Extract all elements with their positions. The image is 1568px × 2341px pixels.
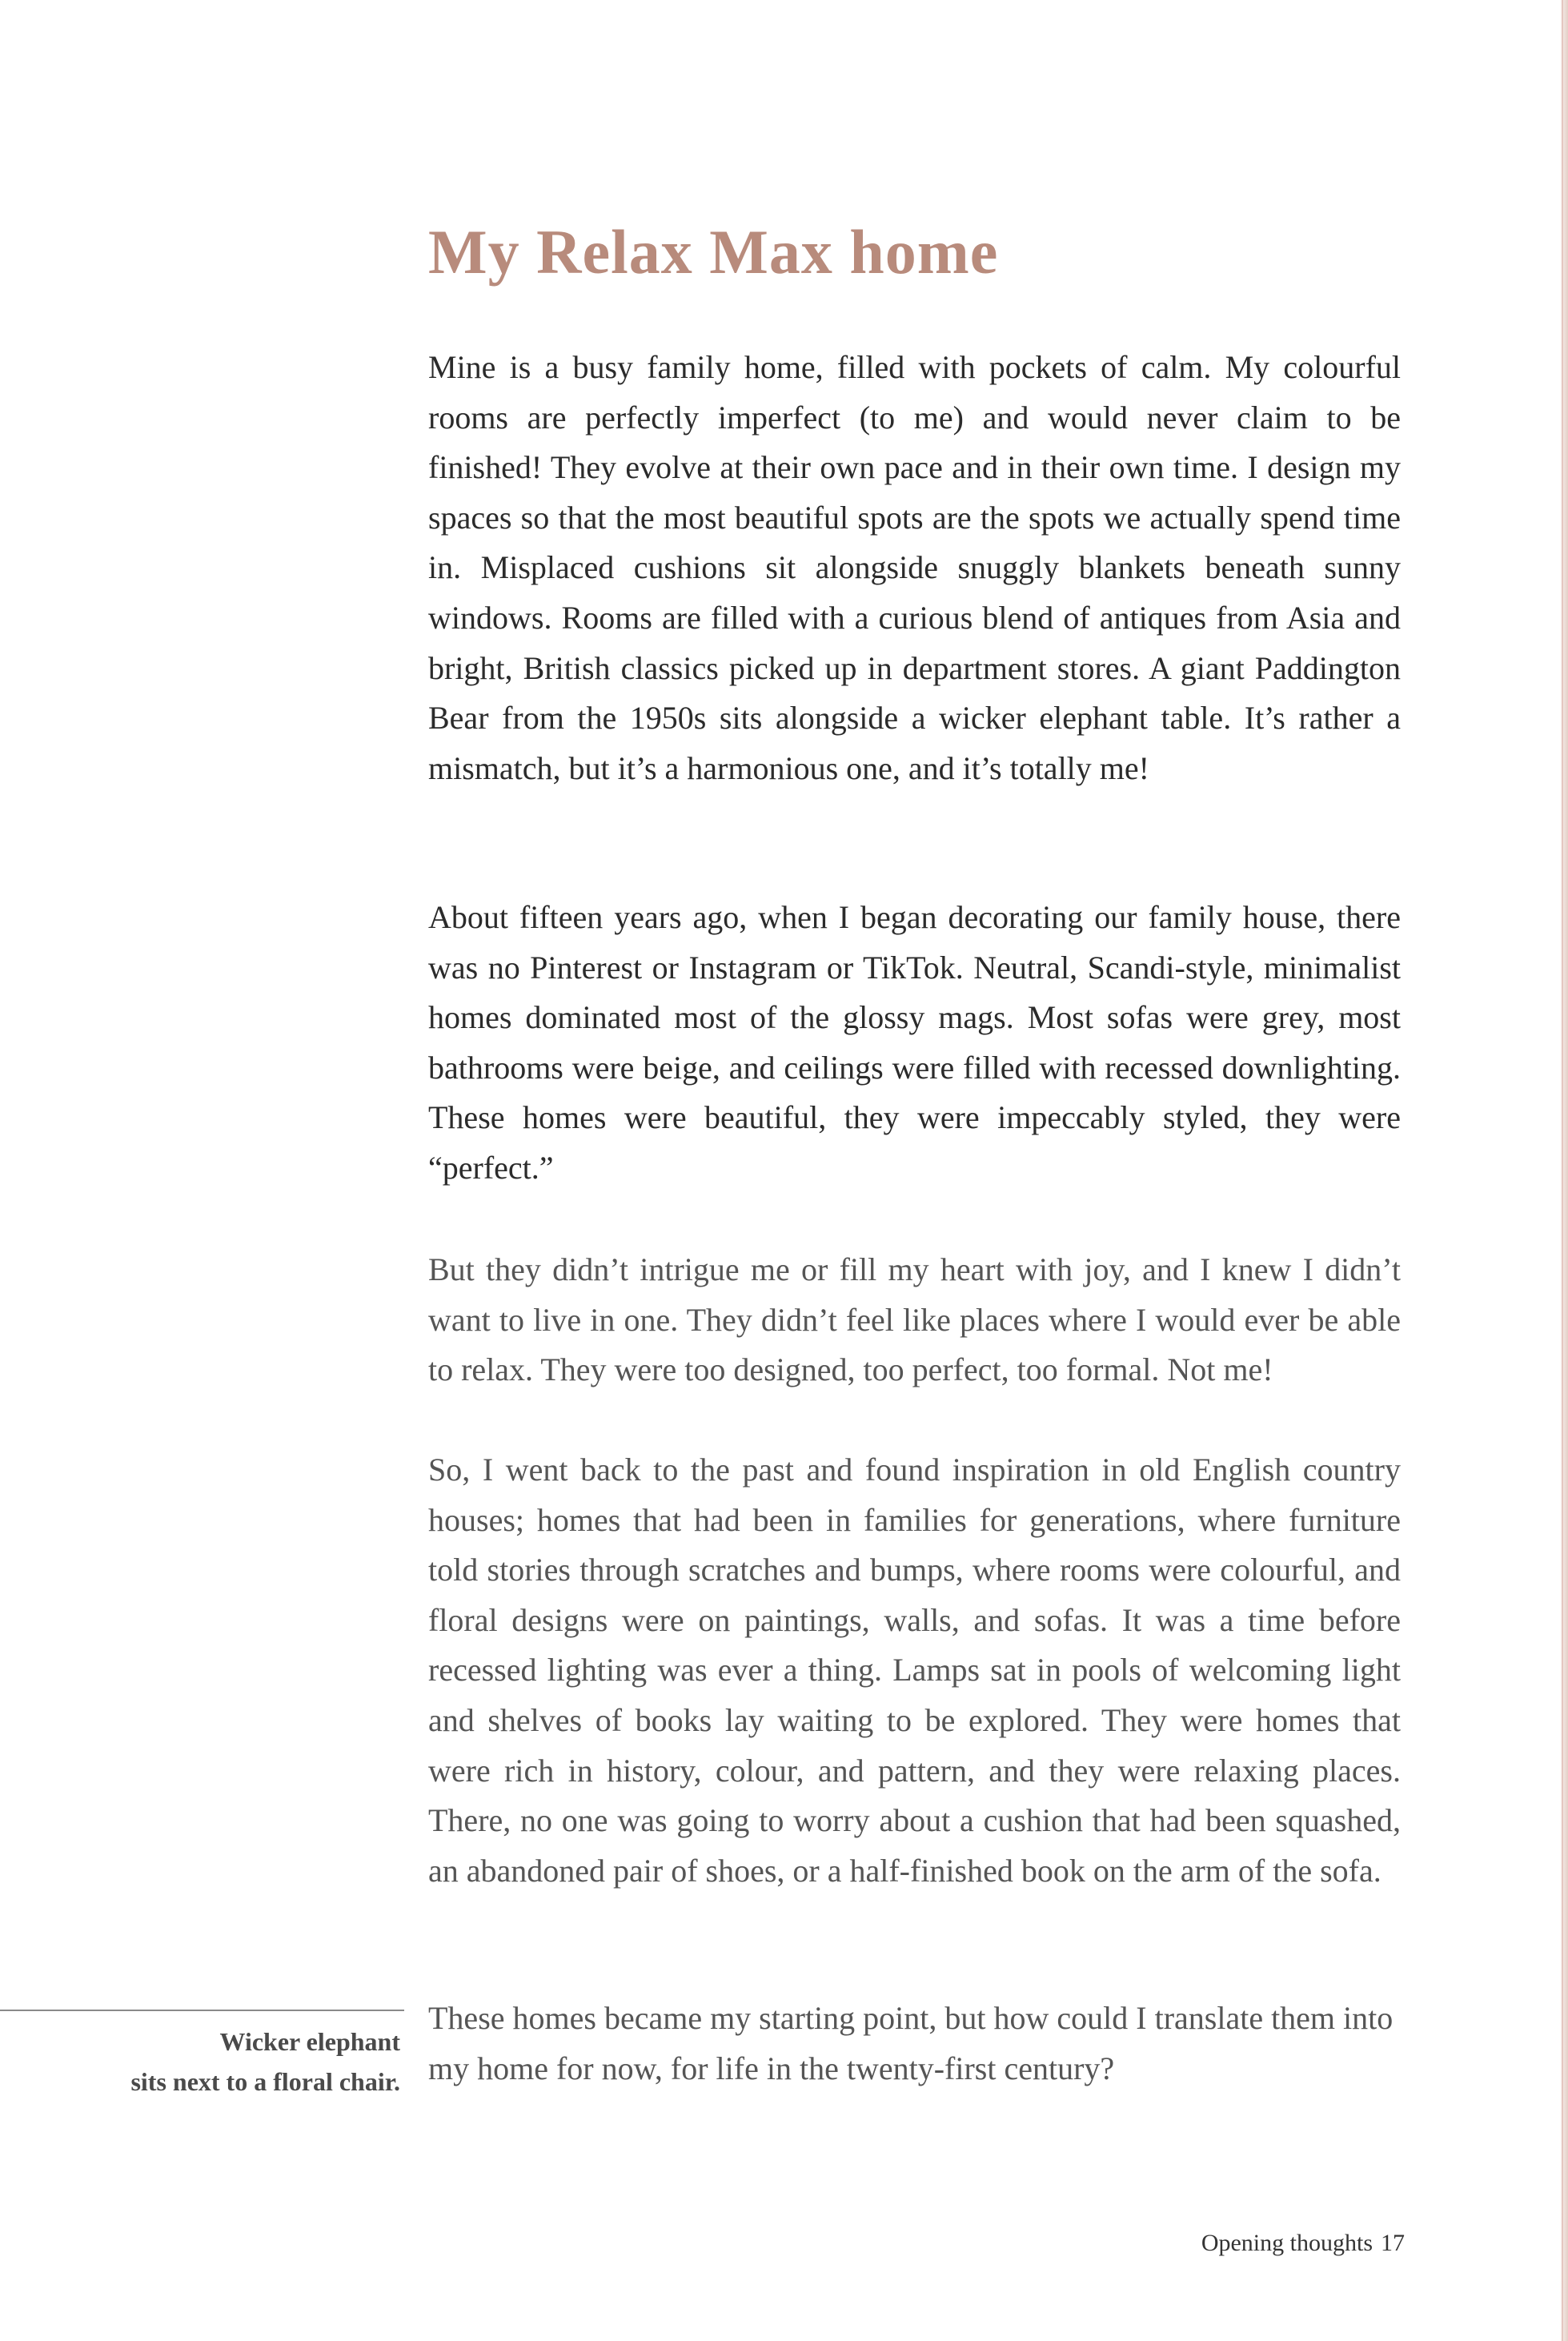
footer-section-title: Opening thoughts — [1201, 2230, 1373, 2256]
paragraph-3: But they didn’t intrigue me or fill my heart with joy, and I knew I didn’t want to live in one. They didn’t feel like places where I would ever be able to relax. They were too designed, too perfect, too formal. Not me! — [428, 1251, 1401, 1388]
paragraph-5: These homes became my starting point, but how could I translate them into my home for now, for life in the twenty-first century? — [428, 2000, 1394, 2086]
caption-line-2: sits next to a floral chair. — [130, 2067, 400, 2096]
photo-caption — [32, 2022, 400, 2102]
caption-line-1: Wicker elephant — [219, 2027, 400, 2056]
page-number: 17 — [1381, 2230, 1405, 2256]
page-footer — [1105, 2230, 1405, 2257]
paragraph-4: So, I went back to the past and found inspiration in old English country houses; homes that had been in families for generations, where furniture told stories through scratches and bumps, where rooms were colourful, and floral designs were on paintings, walls, and sofas. It was a time before recessed lighting was ever a thing. Lamps sat in pools of welcoming light and shelves of books lay waiting to be explored. They were homes that were rich in history, colour, and pattern, and they were relaxing places. There, no one was going to worry about a cushion that had been squashed, an abandoned pair of shoes, or a half-finished book on the arm of the sofa. — [428, 1452, 1401, 1889]
page-title: My Relax Max home — [428, 217, 999, 287]
paragraph-1: Mine is a busy family home, filled with pockets of calm. My colourful rooms are perfectly imperfect (to me) and would never claim to be finished! They evolve at their own pace and in their own time. I design my spaces so that the most beautiful spots are the spots we actually spend time in. Misplaced cushions sit alongside snuggly blankets beneath sunny windows. Rooms are filled with a curious blend of antiques from Asia and bright, British classics picked up in department stores. A giant Paddington Bear from the 1950s sits alongside a wicker elephant table. It’s rather a mismatch, but it’s a harmonious one, and it’s totally me! — [428, 349, 1401, 786]
caption-rule — [0, 2010, 404, 2011]
paragraph-2: About fifteen years ago, when I began decorating our family house, there was no Pinterest or Instagram or TikTok. Neutral, Scandi-style, minimalist homes dominated most of the glossy mags. Most sofas were grey, most bathrooms were beige, and ceilings were filled with recessed downlighting. These homes were beautiful, they were impeccably styled, they were “perfect.” — [428, 899, 1401, 1186]
page-edge-line — [1562, 0, 1563, 2341]
